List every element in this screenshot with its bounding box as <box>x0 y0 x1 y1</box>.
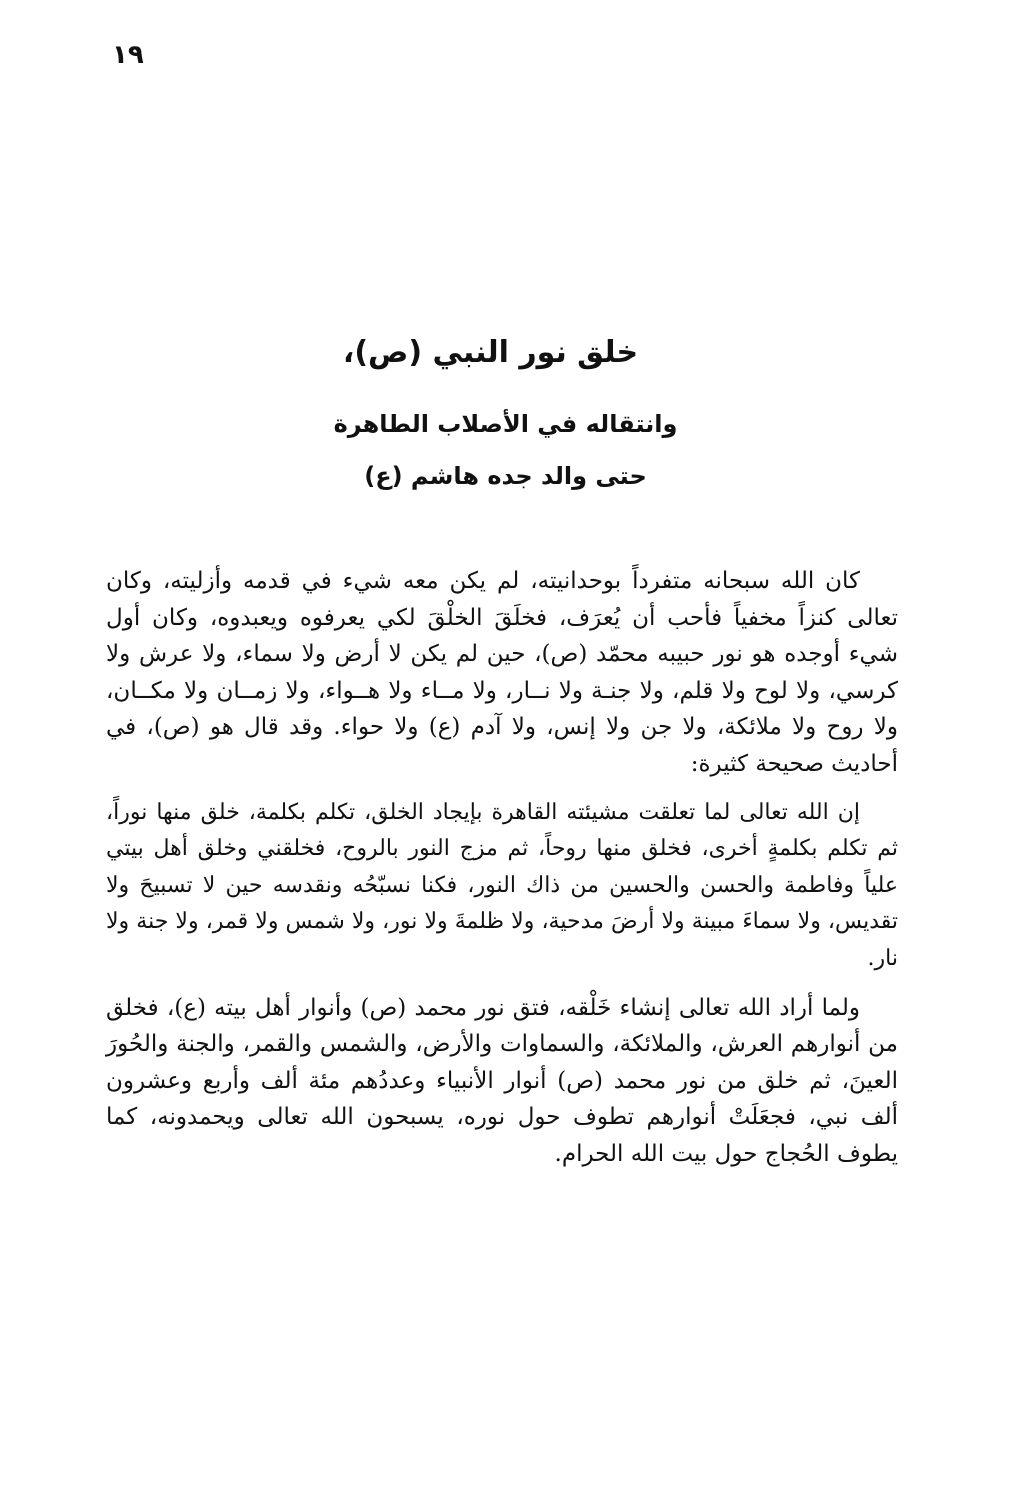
chapter-title: خلق نور النبي (ص)، <box>342 335 639 370</box>
page-number: ١٩ <box>112 40 144 70</box>
paragraph-hadith-quote: إن الله تعالى لما تعلقت مشيئته القاهرة بإيجاد الخلق، تكلم بكلمة، خلق منها نوراً، ثم تكلم بكلمةٍ أخرى، فخلق منها روحاً، ثم مزج النور بالروح، فخلقني وخلق أهل بيتي علياً وفاطمة والحسن والحسين من ذاك النور، فكنا نسبّحُه ونقدسه حين لا تسبيحَ ولا تقديس، ولا سماءَ مبينة ولا أرضَ مدحية، ولا ظلمةَ ولا نور، ولا شمس ولا قمر، ولا جنة ولا نار. <box>106 799 898 971</box>
paragraph-intro: كان الله سبحانه متفرداً بوحدانيته، لم يكن معه شيء في قدمه وأزليته، وكان تعالى كنزاً مخفياً فأحب أن يُعرَف، فخلَقَ الخلْقَ لكي يعرفوه ويعبدوه، وكان أول شيء أوجده هو نور حبيبه محمّد (ص)، حين لم يكن لا أرض ولا سماء، ولا عرش ولا كرسي، ولا لوح ولا قلم، ولا جنـة ولا نــار، ولا مــاء ولا هــواء، ولا زمــان ولا مكــان، ولا روح ولا ملائكة، ولا جن ولا إنس، ولا آدم (ع) ولا حواء. وقد قال هو (ص)، في أحاديث صحيحة كثيرة: <box>106 568 898 777</box>
body-text <box>106 563 898 1173</box>
paragraph-creation: ولما أراد الله تعالى إنشاء خَلْقه، فتق نور محمد (ص) وأنوار أهل بيته (ع)، فخلق من أنوارهم العرش، والملائكة، والسماوات والأرض، والشمس والقمر، والجنة والحُورَ العينَ، ثم خلق من نور محمد (ص) أنوار الأنبياء وعددُهم مئة ألف وأربع وعشرون ألف نبي، فجعَلَتْ أنوارهم تطوف حول نوره، يسبحون الله تعالى ويحمدونه، كما يطوف الحُجاج حول بيت الله الحرام. <box>106 994 898 1167</box>
chapter-subtitle-line-1: وانتقاله في الأصلاب الطاهرة <box>333 410 678 438</box>
chapter-heading <box>0 328 1011 502</box>
chapter-subtitle-line-2: حتى والد جده هاشم (ع) <box>364 462 647 490</box>
